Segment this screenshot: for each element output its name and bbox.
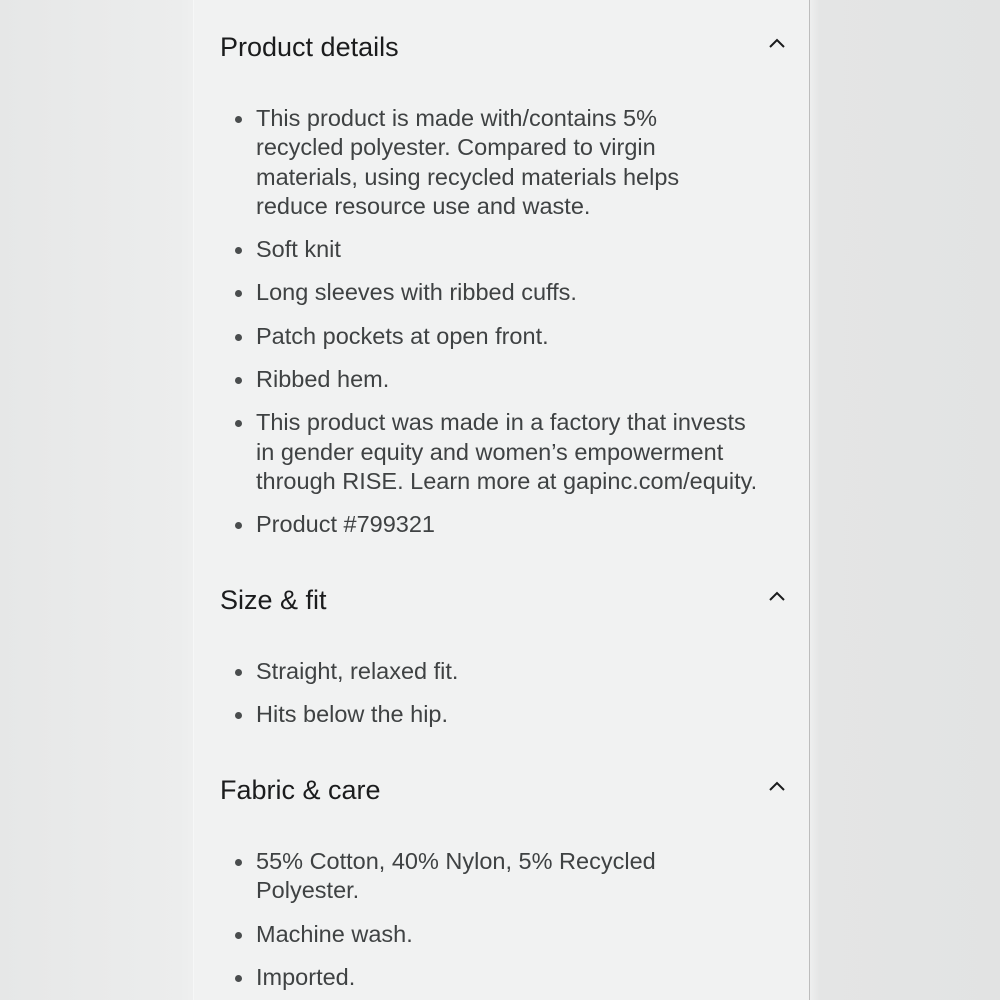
list-item (234, 847, 794, 906)
bullet-dot (235, 116, 242, 123)
bullet-dot (235, 420, 242, 427)
product-details-list (234, 104, 794, 554)
section-title-size-fit: Size & fit (220, 585, 327, 615)
product-info-panel (193, 0, 810, 1000)
list-item (234, 700, 794, 729)
size-fit-list (234, 657, 794, 744)
list-item-text: reduce resource use and waste. (256, 192, 591, 219)
bullet-dot (235, 932, 242, 939)
list-item (234, 963, 794, 992)
product-details-header[interactable] (220, 27, 795, 67)
fabric-care-header[interactable] (220, 770, 795, 810)
bullet-dot (235, 712, 242, 719)
list-item-text: recycled polyester. Compared to virgin (256, 134, 656, 161)
list-item (234, 657, 794, 686)
chevron-up-icon[interactable] (767, 589, 787, 603)
list-item (234, 278, 794, 307)
list-item-text: Product #799321 (256, 511, 436, 538)
bullet-dot (235, 290, 242, 297)
list-item (234, 322, 794, 351)
section-title-product-details: Product details (220, 32, 399, 62)
list-item-text: Patch pockets at open front. (256, 322, 549, 349)
bullet-dot (235, 377, 242, 384)
fabric-care-list (234, 847, 794, 1000)
bullet-dot (235, 669, 242, 676)
size-fit-header[interactable] (220, 580, 795, 620)
list-item-text: Machine wash. (256, 920, 413, 947)
chevron-up-icon[interactable] (767, 779, 787, 793)
list-item-text: Soft knit (256, 236, 341, 263)
list-item-text: Ribbed hem. (256, 366, 390, 393)
list-item (234, 104, 794, 221)
list-item (234, 920, 794, 949)
list-item-text: materials, using recycled materials helps (256, 163, 680, 190)
bullet-dot (235, 859, 242, 866)
list-item (234, 510, 794, 539)
list-item-text: Hits below the hip. (256, 701, 449, 728)
list-item-text: in gender equity and women’s empowerment (256, 438, 724, 465)
list-item (234, 408, 794, 496)
chevron-up-icon[interactable] (767, 36, 787, 50)
list-item (234, 365, 794, 394)
list-item (234, 235, 794, 264)
list-item-text: Imported. (256, 963, 356, 990)
bullet-dot (235, 247, 242, 254)
list-item-text: This product is made with/contains 5% (256, 105, 657, 131)
list-item-text: This product was made in a factory that invests (256, 409, 746, 436)
list-item-text: 55% Cotton, 40% Nylon, 5% Recycled (256, 848, 656, 874)
bullet-dot (235, 334, 242, 341)
list-item-text: Polyester. (256, 877, 360, 904)
bullet-dot (235, 522, 242, 529)
list-item-text: Long sleeves with ribbed cuffs. (256, 279, 577, 306)
list-item-text: Straight, relaxed fit. (256, 658, 459, 684)
section-title-fabric-care: Fabric & care (220, 775, 381, 805)
bullet-dot (235, 975, 242, 982)
list-item-text: through RISE. Learn more at gapinc.com/equity. (256, 467, 758, 494)
